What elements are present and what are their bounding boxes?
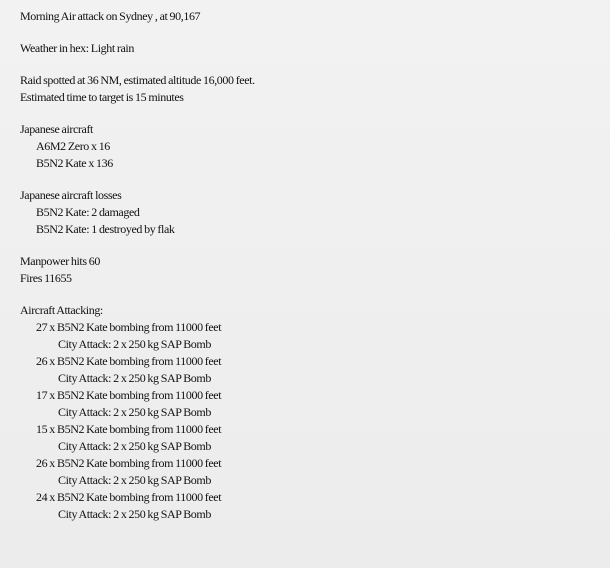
- attack-group-line: 17 x B5N2 Kate bombing from 11000 feet: [36, 388, 222, 402]
- loss-list-item: B5N2 Kate: 2 damaged: [36, 205, 140, 219]
- raid-spotted-line: Raid spotted at 36 NM, estimated altitude 16,000 feet.: [20, 73, 255, 87]
- attack-detail-line: City Attack: 2 x 250 kg SAP Bomb: [58, 507, 211, 521]
- attack-group-line: 15 x B5N2 Kate bombing from 11000 feet: [36, 422, 222, 436]
- attack-detail-line: City Attack: 2 x 250 kg SAP Bomb: [58, 405, 211, 419]
- spacer: [20, 57, 610, 72]
- spacer: [20, 287, 610, 302]
- attack-group-line: 26 x B5N2 Kate bombing from 11000 feet: [36, 456, 222, 470]
- report-header: Morning Air attack on Sydney , at 90,167: [20, 9, 201, 23]
- spacer: [20, 25, 610, 40]
- aircraft-list-item: B5N2 Kate x 136: [36, 156, 113, 170]
- manpower-hits-line: Manpower hits 60: [20, 254, 100, 268]
- attack-detail-line: City Attack: 2 x 250 kg SAP Bomb: [58, 371, 211, 385]
- attack-group-line: 24 x B5N2 Kate bombing from 11000 feet: [36, 490, 222, 504]
- japanese-aircraft-heading: Japanese aircraft: [20, 122, 93, 136]
- attack-detail-line: City Attack: 2 x 250 kg SAP Bomb: [58, 337, 211, 351]
- attack-detail-line: City Attack: 2 x 250 kg SAP Bomb: [58, 473, 211, 487]
- time-to-target-line: Estimated time to target is 15 minutes: [20, 90, 184, 104]
- attack-group-line: 26 x B5N2 Kate bombing from 11000 feet: [36, 354, 222, 368]
- spacer: [20, 106, 610, 121]
- japanese-losses-heading: Japanese aircraft losses: [20, 188, 122, 202]
- loss-list-item: B5N2 Kate: 1 destroyed by flak: [36, 222, 175, 236]
- spacer: [20, 172, 610, 187]
- weather-line: Weather in hex: Light rain: [20, 41, 134, 55]
- fires-line: Fires 11655: [20, 271, 72, 285]
- attack-detail-line: City Attack: 2 x 250 kg SAP Bomb: [58, 439, 211, 453]
- aircraft-attacking-heading: Aircraft Attacking:: [20, 303, 103, 317]
- attack-group-line: 27 x B5N2 Kate bombing from 11000 feet: [36, 320, 222, 334]
- aircraft-list-item: A6M2 Zero x 16: [36, 139, 110, 153]
- spacer: [20, 238, 610, 253]
